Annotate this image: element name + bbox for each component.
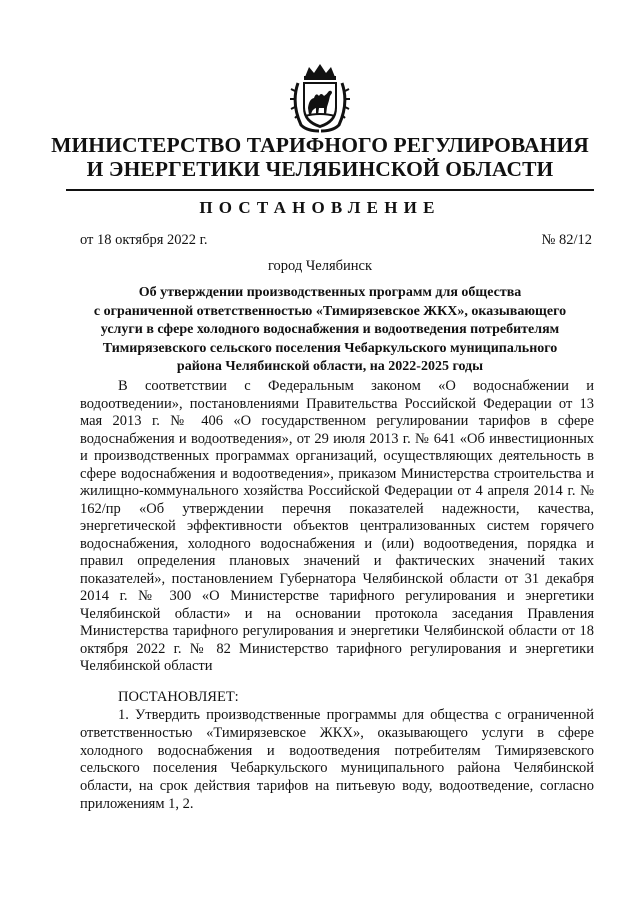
document-title [70, 284, 590, 377]
ministry-name-line-2: И ЭНЕРГЕТИКИ ЧЕЛЯБИНСКОЙ ОБЛАСТИ [86, 157, 554, 181]
decree-word: ПОСТАНОВЛЯЕТ: [118, 689, 239, 705]
preamble-paragraph: В соответствии с Федеральным законом «О водоснабжении и водоотведении», постановлениями Правительства Российской Федерации от 13 мая 2013 г. № 406 «О государственном регулировании тарифов в сфере водоснабжения и водоотведения», от 29 июля 2013 г. № 641 «Об инвестиционных и производственных программах организаций, осуществляющих деятельность в сфере водоснабжения и водоотведения», приказом Министерства строительства и жилищно-коммунального хозяйства Российской Федерации от 4 апреля 2014 г. № 162/пр «Об утверждении перечня показателей надежности, качества, энергетической эффективности объектов централизованных систем горячего водоснабжения, холодного водоснабжения и (или) водоотведения, порядка и правил определения плановых значений и фактических значений таких показателей», постановлением Губернатора Челябинской области от 31 декабря 2014 г. № 300 «О Министерстве тарифного регулирования и энергетики Челябинской области» и на основании протокола заседания Правления Министерства тарифного регулирования и энергетики Челябинской области от 18 октября 2022 г. № 82 Министерство тарифного регулирования и энергетики Челябинской области [80, 378, 594, 674]
document-title-line-3: услуги в сфере холодного водоснабжения и водоотведения потребителям [100, 322, 560, 338]
document-date: от 18 октября 2022 г. [80, 232, 208, 248]
document-title-line-2: с ограниченной ответственностью «Тимирязевское ЖКХ», оказывающего [93, 303, 567, 319]
document-title-line-1: Об утверждении производственных программ для общества [138, 285, 522, 300]
document-type: ПОСТАНОВЛЕНИЕ [199, 198, 441, 217]
document-city: город Челябинск [267, 258, 373, 274]
document-title-line-4: Тимирязевского сельского поселения Чебаркульского муниципального [102, 340, 558, 356]
ministry-name [40, 133, 600, 181]
header-divider [66, 189, 594, 191]
decree-item-1: 1. Утвердить производственные программы для общества с ограниченной ответственностью «Тимирязевское ЖКХ», оказывающего услуги в сфере холодного водоснабжения и водоотведения потребителям Тимирязевского сельского поселения Чебаркульского муниципального района Челябинской области, на срок действия тарифов на питьевую воду, водоотведение, согласно приложениям 1, 2. [80, 707, 594, 812]
document-number: № 82/12 [541, 232, 592, 248]
ministry-name-line-1: МИНИСТЕРСТВО ТАРИФНОГО РЕГУЛИРОВАНИЯ [51, 133, 589, 157]
document-title-line-5: района Челябинской области, на 2022-2025 годы [176, 359, 484, 375]
chelyabinsk-coat-of-arms-icon [289, 63, 351, 133]
